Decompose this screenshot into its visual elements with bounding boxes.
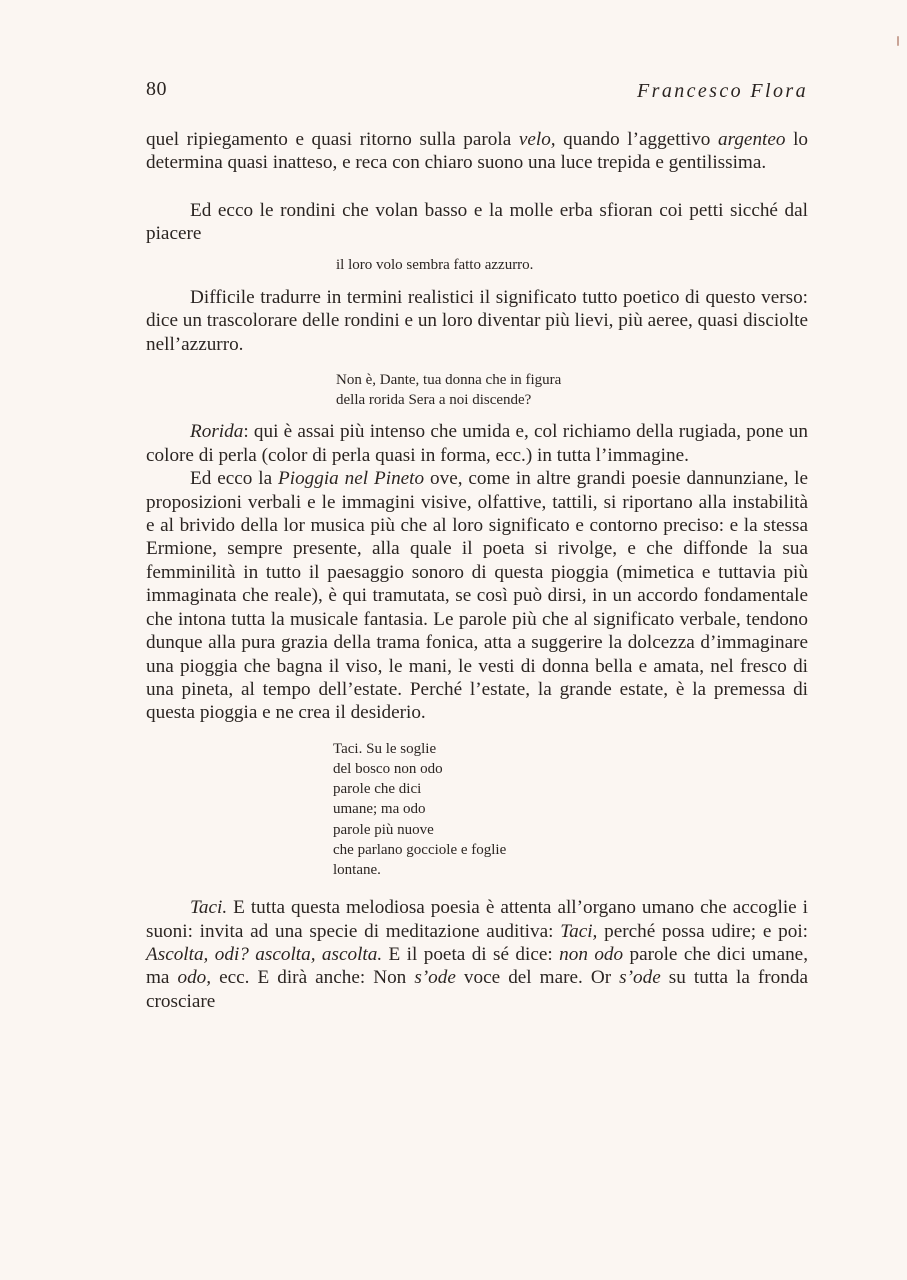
- verse-line: Taci. Su le soglie: [333, 740, 437, 757]
- paragraph-pioggia: Ed ecco la Pioggia nel Pineto ove, come in altre grandi poesie dannunziane, le proposizioni verbali e le immagini visive, olfattive, tattili, si riportano alla instabilità e al brivido della lor musica più che al loro significato e contorno preciso: e la stessa Ermione, sempre presente, alla quale il poeta si rivolge, e che diffonde la sua femminilità in tutto il paesaggio sonoro di questa pioggia (mimetica e tuttavia più immaginata che reale), è qui tramutata, se così può dirsi, in un accordo fondamentale che intona tutta la musicale fantasia. Le parole più che al significato verbale, tendono dunque alla pura grazia della trama fonica, atta a suggerire la dolcezza d’immaginare una pioggia che bagna il viso, le mani, le vesti di donna bella e amata, nel fresco di una pineta, al tempo dell’estate. Perché l’estate, la grande estate, è la premessa di questa pioggia e ne crea il desiderio.: [146, 468, 809, 724]
- page-number: 80: [146, 78, 167, 100]
- verse-quote-dante: [336, 370, 808, 410]
- verse-line: umane; ma odo: [333, 801, 426, 818]
- emphasis-velo: velo,: [518, 129, 556, 150]
- verse-line: il loro volo sembra fatto azzurro.: [336, 256, 534, 273]
- emphasis-taci: Taci,: [560, 920, 598, 942]
- page-body: [146, 128, 808, 1013]
- emphasis-argenteo: argenteo: [717, 129, 786, 150]
- paragraph-continuation: quel ripiegamento e quasi ritorno sulla parola velo, quando l’aggettivo argenteo lo determina quasi inatteso, e reca con chiaro suono una luce trepida e gentilissima.: [146, 129, 809, 174]
- page-edge-mark: [897, 36, 899, 46]
- verse-line: Non è, Dante, tua donna che in figura: [336, 372, 562, 389]
- emphasis-odo: odo,: [177, 967, 212, 989]
- verse-quote-taci: [333, 739, 808, 880]
- verse-line: che parlano gocciole e foglie: [333, 841, 507, 858]
- emphasis-ascolta: Ascolta, odi? ascolta, ascolta.: [146, 943, 383, 965]
- verse-line: della rorida Sera a noi discende?: [336, 392, 532, 409]
- verse-line: parole che dici: [333, 781, 422, 798]
- paragraph-difficile: Difficile tradurre in termini realistici il significato tutto poetico di questo verso: dice un trascolorare delle rondini e un loro diventar più lievi, più aeree, quasi disciolte nell’azzurro.: [146, 286, 808, 355]
- emphasis-pioggia-nel-pineto: Pioggia nel Pineto: [278, 468, 425, 490]
- verse-line: parole più nuove: [333, 821, 434, 838]
- emphasis-non-odo: non odo: [559, 943, 624, 965]
- paragraph-taci: Taci. E tutta questa melodiosa poesia è attenta all’organo umano che accoglie i suoni: invita ad una specie di meditazione auditiva: Taci, perché possa udire; e poi: Ascolta, odi? ascolta, ascolta. E il poeta di sé dice: non odo parole che dici umane, ma odo, ecc. E dirà anche: Non s’ode voce del mare. Or s’ode su tutta la fronda crosciare: [146, 897, 809, 1012]
- verse-quote-azzurro: [336, 255, 808, 275]
- verse-line: lontane.: [333, 861, 381, 878]
- running-title: Francesco Flora: [637, 80, 808, 102]
- emphasis-s-ode: s’ode: [414, 967, 456, 989]
- paragraph-rorida: Rorida: qui è assai più intenso che umida e, col richiamo della rugiada, pone un colore di perla (color di perla quasi in forma, ecc.) in tutta l’immagine.: [146, 421, 808, 466]
- page-header: [146, 78, 808, 108]
- verse-line: del bosco non odo: [333, 760, 443, 777]
- paragraph-rondini: Ed ecco le rondini che volan basso e la molle erba sfioran coi petti sicché dal piacere: [146, 199, 808, 245]
- emphasis-s-ode: s’ode: [619, 967, 661, 989]
- emphasis-taci: Taci.: [190, 897, 228, 919]
- emphasis-rorida: Rorida: [190, 421, 244, 443]
